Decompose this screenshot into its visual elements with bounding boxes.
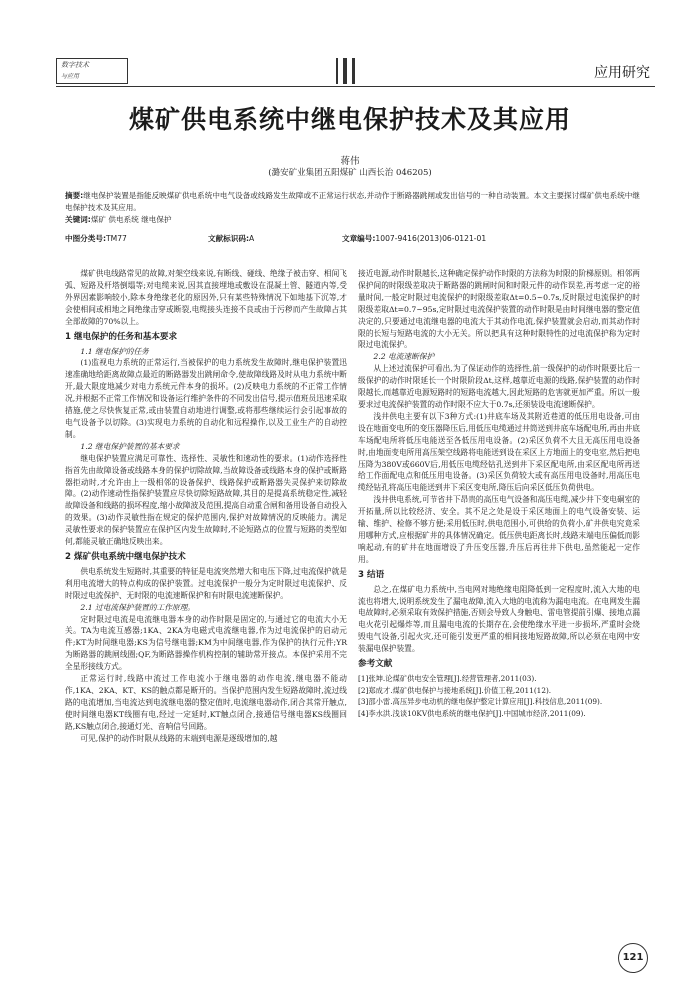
affiliation: (潞安矿业集团五阳煤矿 山西长治 046205): [268, 168, 432, 178]
header-rule: [56, 86, 655, 87]
references-title: 参考文献: [358, 659, 393, 670]
reference-item: [2]郑成才.煤矿供电保护与接地系统[J].价值工程,2011(12).: [358, 685, 552, 695]
article-label: 文章编号:: [342, 234, 376, 243]
paragraph-2-2a: 从上述过流保护可看出,为了保证动作的选择性,前一级保护的动作时限要比后一级保护的动作时限延长一个时限阶段Δt,这样,越靠近电源的线路,保护装置的动作时限越长,而越靠近电源短路时的短路电流越大,因此短路的危害就更加严重。所以一般要求过电流保护装置的动作时限不应大于0.7s,还须装设电流速断保护。: [358, 364, 640, 409]
heading-1-2: 1.2 继电保护装置的基本要求: [80, 441, 180, 451]
reference-item: [4]李水洪.浅谈10KV供电系统的继电保护[J].中国城市经济,2011(09).: [358, 708, 586, 718]
heading-3: 3 结语: [358, 569, 385, 580]
intro-paragraph: 煤矿供电线路常见的故障,对架空线来说,有断线、碰线、绝缘子被击穿、相间飞弧、短路及杆塔倒塌等;对电缆来说,因其直接埋地或敷设在混凝土管、隧道内等,受外界因素影响较小,除本身绝缘老化的原因外,只有某些特殊情况下如地基下沉等,才会使相间或相地之间绝缘击穿或断裂,电缆接头连接不良或由于污秽而产生故障占其全部故障的70%以上。: [65, 269, 347, 326]
author: 蒋伟: [340, 156, 360, 167]
abstract-text: [65, 190, 645, 214]
page-number: 121: [618, 943, 648, 973]
article-value: 1007-9416(2013)06-0121-01: [375, 234, 487, 243]
paragraph-1-1: (1)监视电力系统的正常运行,当被保护的电力系统发生故障时,继电保护装置迅速准确地给距离故障点最近的断路器发出跳闸命令,使故障线路及时从电力系统中断开,最大限度地减少对电力系统元件本身的损坏。(2)反映电力系统的不正常工作情况,并根据不正常工作情况和设备运行维护条件的不同发出信号,提示值班员迅速采取措施,使之尽快恢复正常,或由装置自动地进行调整,或将那些继续运行会引起事故的电气设备予以切除。(3)实现电力系统的自动化和远程操作,以及工业生产的自动控制。: [65, 358, 347, 439]
paragraph-2-1c: 可见,保护的动作时限从线路的末端到电源是逐级增加的,越: [80, 733, 278, 743]
reference-item: [3]邵小雷.高压异步电动机的继电保护整定计算应用[J].科技信息,2011(09).: [358, 697, 603, 707]
right-column: [358, 268, 640, 719]
logo-line-1: 数字技术: [61, 61, 89, 69]
reference-list: [358, 673, 640, 719]
doc-label: 文献标识码:: [208, 234, 250, 243]
heading-2-1: 2.1 过电流保护装置的工作原理。: [80, 602, 195, 612]
paragraph-2-2b: 浅井供电主要有以下3种方式:(1)井底车场及其附近巷道的低压用电设备,可由设在地面变电所的变压器降压后,用低压电缆通过井筒送到井底车场配电所,再由井底车场配电所将低压电能送至各低压用电设备。(2)采区负荷不大且无高压用电设备时,由地面变电所用高压架空线路将电能送到设在采区上方地面上的变电室,然后把电压降为380V或660V后,用低压电缆经钻孔送到井下采区配电所,由采区配电所再送给工作面配电点和低压用电设备。(3)采区负荷较大或有高压用电设备时,用高压电缆经钻孔将高压电能送到井下采区变电所,降压后向采区低压负荷供电。: [358, 411, 640, 493]
keywords-body: 煤矿 供电系统 继电保护: [90, 215, 172, 224]
continued-paragraph: 接近电源,动作时限越长,这种确定保护动作时限的方法称为时限的阶梯原则。相邻两保护间的时限级差取决于断路器的跳闸时间和时限元件的动作误差,再考虑一定的裕量时间,一般定时限过电流保护的时限级差取Δt=0.5~0.7s,反时限过电流保护的时限级差取Δt=0.7~95s,定时限过电流保护装置的动作时限是由时间继电器的整定值决定的,只要通过电流继电器的电流大于其动作电流,保护装置就会启动,而其动作时限的长短与短路电流的大小无关。所以把具有这种时限特性的过电流保护称为定时限过电流保护。: [358, 269, 640, 350]
abstract-body: 继电保护装置是指能反映煤矿供电系统中电气设备或线路发生故障或不正常运行状态,并动作于断路器跳闸或发出信号的一种自动装置。本文主要探讨煤矿供电系统中继电保护技术及其应用。: [65, 191, 640, 212]
journal-logo: [56, 58, 128, 84]
document-code: [208, 233, 254, 244]
heading-1: 1 继电保护的任务和基本要求: [65, 331, 178, 342]
paragraph-1-2: 继电保护装置应满足可靠性、选择性、灵敏性和速动性的要求。(1)动作选择性指首先由故障设备或线路本身的保护切除故障,当故障设备或线路本身的保护或断路器拒动时,才允许由上一级相邻的设备保护、线路保护或断路器失灵保护来切除故障。(2)动作速动性指保护装置应尽快切除短路故障,其目的是提高系统稳定性,减轻故障设备和线路的损坏程度,缩小故障波及范围,提高自动重合闸和备用设备自动投入的效果。(3)动作灵敏性指在规定的保护范围内,保护对故障情况的反映能力。满足灵敏性要求的保护装置应在保护区内发生故障时,不论短路点的位置与短路的类型如何,都能灵敏正确地反映出来。: [65, 453, 347, 547]
clc-value: TM77: [106, 234, 127, 243]
paragraph-2-1a: 定时限过电流是电流继电器本身的动作时限是固定的,与通过它的电流大小无关。TA为电流互感器;1KA、2KA为电磁式电流继电器,作为过电流保护的启动元件;KT为时间继电器;KS为信号继电器;KM为中间继电器,作为保护的执行元件;YR为断路器的跳闸线圈;QF,为断路器操作机构控制的辅助常开接点。本保护采用不完全星形接线方式。: [65, 614, 347, 672]
paragraph-2: 供电系统发生短路时,其重要的特征是电流突然增大和电压下降,过电流保护就是利用电流增大的特点构成的保护装置。过电流保护一般分为定时限过电流保护、反时限过电流保护、无时限的电流速断保护和有时限电流速断保护。: [65, 566, 347, 600]
left-column: [65, 268, 347, 745]
heading-1-1: 1.1 继电保护的任务: [80, 346, 149, 356]
paragraph-2-1b: 正常运行时,线路中流过工作电流小于继电器的动作电流,继电器不能动作,1KA、2KA、KT、KS的触点都是断开的。当保护范围内发生短路故障时,流过线路的电流增加,当电流达到电流继电器的整定值时,电流继电器动作,闭合其常开触点,使时间继电器KT线圈有电,经过一定延时,KT触点闭合,接通信号继电器KS线圈回路,KS触点闭合,接通灯光、音响信号回路。: [65, 674, 347, 731]
logo-line-2: 与应用: [61, 73, 80, 80]
article-number: [342, 233, 486, 244]
paragraph-3: 总之,在煤矿电力系统中,当电网对地绝缘电阻降低到一定程度时,流入大地的电流也将增大,说明系统发生了漏电故障,流入大地的电流称为漏电电流。在电网发生漏电故障时,必须采取有效保护措施,否则会导致人身触电、雷电管提前引爆、接地点漏电火花引起爆炸等,而且漏电电流的长期存在,会使绝缘水平进一步损坏,严重时会烧毁电气设备,引起火灾,还可能引发更严重的相间接地短路故障,所以必须在电网中安装漏电保护装置。: [358, 584, 640, 654]
keywords: [65, 214, 645, 226]
reference-item: [1]张坤.论煤矿供电安全管理[J].经营管理者,2011(03).: [358, 674, 537, 684]
doc-value: A: [249, 234, 255, 243]
heading-2: 2 煤矿供电系统中继电保护技术: [65, 551, 186, 562]
paragraph-2-2c: 浅井供电系统,可节省井下昂贵的高压电气设备和高压电缆,减少井下变电硐室的开拓量,所以比较经济、安全。其不足之处是设于采区地面上的电气设备安装、运输、维护、检修不够方便;采用低压时,供电范围小,可供给的负荷小,矿井供电究竟采用哪种方式,应根据矿井的具体情况确定。低压供电距离长时,线路末端电压偏低而影响起动,有的矿井在地面增设了升压变压器,升压后再往井下供电,虽然能起一定作用。: [358, 495, 640, 564]
section-tag: 应用研究: [594, 65, 650, 81]
keywords-label: 关键词:: [65, 215, 91, 224]
abstract-label: 摘要:: [65, 191, 84, 200]
header-decoration: [336, 58, 355, 86]
paper-title: 煤矿供电系统中继电保护技术及其应用: [128, 105, 571, 134]
heading-2-2: 2.2 电流速断保护: [373, 352, 435, 362]
clc-label: 中图分类号:: [65, 234, 107, 243]
abstract: [65, 190, 645, 226]
clc-number: [65, 233, 127, 244]
